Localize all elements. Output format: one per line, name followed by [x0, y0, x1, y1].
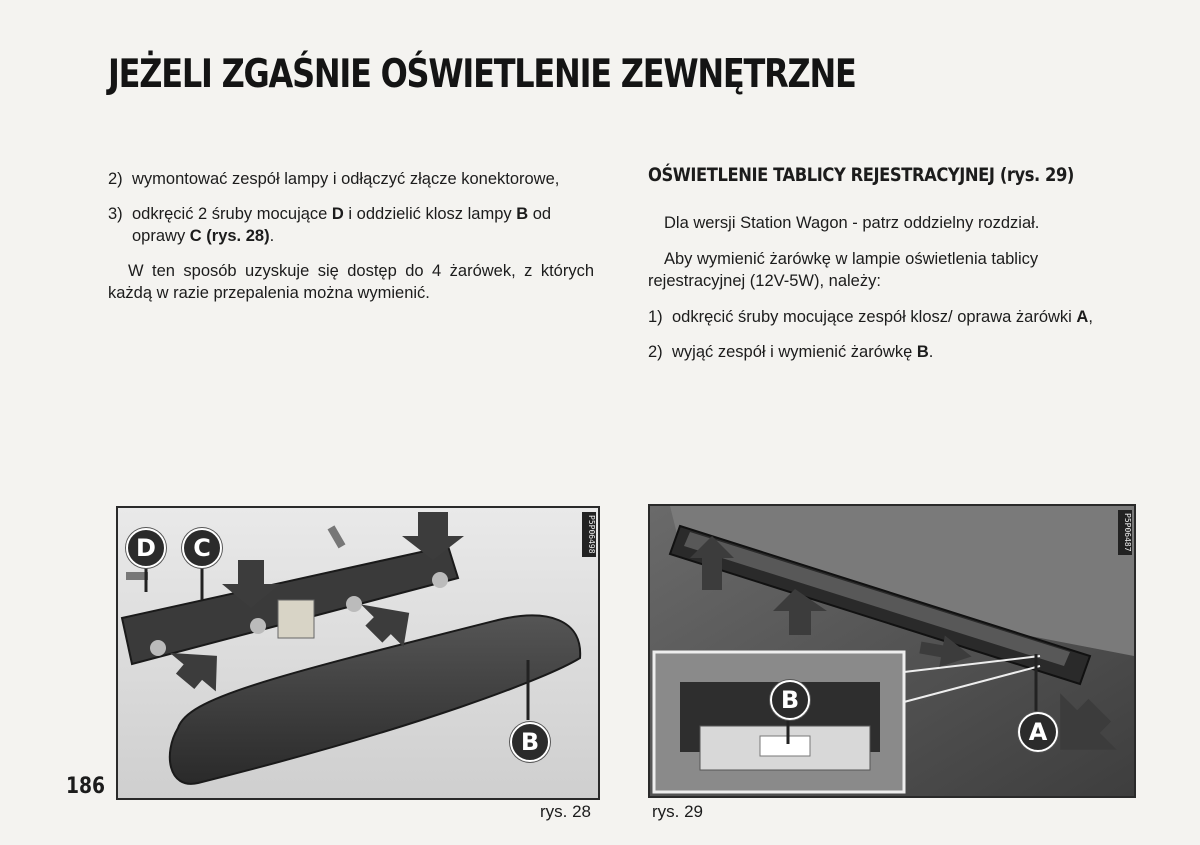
text-fragment: wyjąć zespół i wymienić żarówkę — [672, 343, 917, 361]
figure-reference: (rys. 28) — [201, 227, 270, 245]
body-paragraph: Dla wersji Station Wagon - patrz oddzielny rozdział. — [664, 214, 1040, 232]
key-letter: B — [916, 343, 929, 361]
list-item — [108, 203, 594, 247]
page-number: 186 — [66, 774, 106, 799]
list-item — [108, 168, 594, 190]
key-letter: A — [1076, 308, 1089, 326]
text-fragment: , — [1088, 308, 1093, 326]
figure-28-photo — [116, 506, 600, 800]
list-item — [648, 341, 1136, 363]
label-c-marker: C — [182, 528, 222, 568]
list-number: 1) — [648, 308, 663, 326]
label-b-marker: B — [770, 680, 810, 720]
list-number: 2) — [108, 170, 123, 188]
figure-28-caption: rys. 28 — [540, 802, 592, 821]
list-text — [132, 203, 594, 247]
body-paragraph: Aby wymienić żarówkę w lampie oświetlenia tablicy rejestracyjnej (12V-5W), należy: — [648, 250, 1039, 290]
section-heading: OŚWIETLENIE TABLICY REJESTRACYJNEJ (rys. 29) — [648, 164, 1074, 186]
right-column — [648, 164, 1136, 376]
figure-code: P5P06487 — [1118, 510, 1132, 555]
list-text — [672, 341, 1136, 363]
key-letter: B — [516, 205, 529, 223]
figure-code: P5P06498 — [582, 512, 596, 557]
text-fragment: i oddzielić klosz lampy — [343, 205, 517, 223]
figure-29-photo — [648, 504, 1136, 798]
key-letter: D — [331, 205, 344, 223]
text-fragment: odkręcić śruby mocujące zespół klosz/ oprawa żarówki — [672, 308, 1077, 326]
figure-29-caption: rys. 29 — [652, 802, 704, 821]
list-item — [648, 306, 1136, 328]
label-a-marker: A — [1018, 712, 1058, 752]
list-number: 2) — [648, 343, 663, 361]
list-text — [672, 306, 1136, 328]
text-fragment: odkręcić 2 śruby mocujące — [132, 205, 332, 223]
page-title: JEŻELI ZGAŚNIE OŚWIETLENIE ZEWNĘTRZNE — [108, 52, 856, 97]
license-plate-lamp-illustration — [650, 506, 1134, 796]
text-fragment: . — [269, 227, 275, 245]
left-column — [108, 168, 594, 317]
label-b-marker: B — [510, 722, 550, 762]
body-paragraph: W ten sposób uzyskuje się dostęp do 4 żarówek, z których każdą w razie przepalenia można wymienić. — [108, 262, 594, 302]
list-text: wymontować zespół lampy i odłączyć złącze konektorowe, — [132, 170, 560, 188]
key-letter: C — [189, 227, 202, 245]
text-fragment: . — [928, 343, 934, 361]
text-fragment: od oprawy — [132, 205, 552, 245]
label-d-marker: D — [126, 528, 166, 568]
list-number: 3) — [108, 205, 123, 223]
